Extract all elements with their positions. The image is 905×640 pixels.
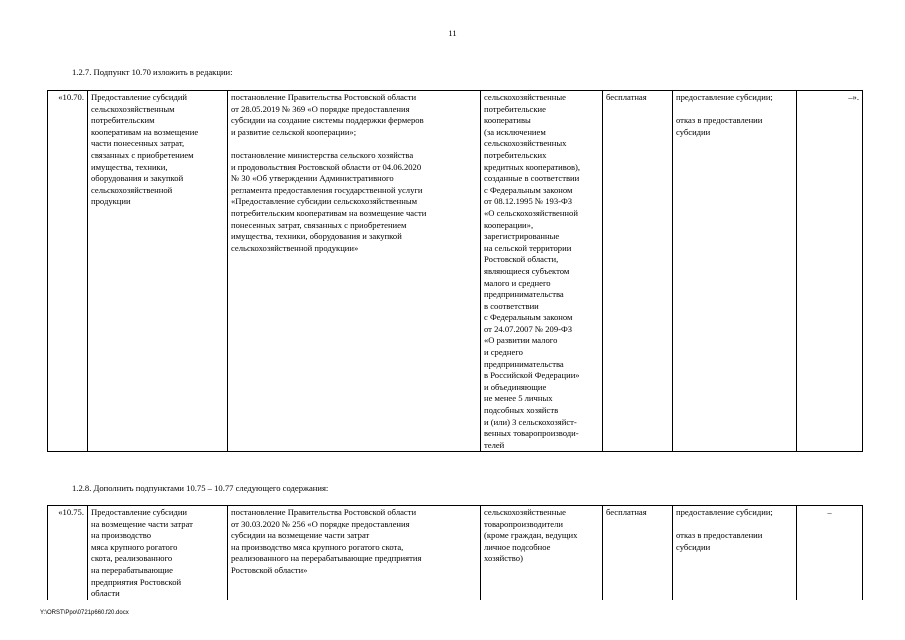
cell-legal-basis: постановление Правительства Ростовской области от 30.03.2020 № 256 «О порядке предоставления субсидии на возмещение части затрат на производство мяса крупного рогатого скота, реализованного на перерабатывающие предприятия Ростовской области» [228, 506, 481, 600]
paragraph-1-2-8: 1.2.8. Дополнить подпунктами 10.75 – 10.77 следующего содержания: [72, 483, 329, 493]
cell-last: – [797, 506, 863, 600]
table-item-10-75 [47, 505, 863, 600]
cell-service-name: Предоставление субсидии на возмещение части затрат на производство мяса крупного рогатого скота, реализованного на перерабатывающие предприятия Ростовской области [88, 506, 228, 600]
cell-result: предоставление субсидии; отказ в предоставлении субсидии [673, 506, 797, 600]
footer-file-path: Y:\ORST\Ppo\0721p660.f20.docx [40, 610, 129, 616]
cell-recipients: сельскохозяйственные товаропроизводители (кроме граждан, ведущих личное подсобное хозяйство) [481, 506, 603, 600]
cell-recipients: сельскохозяйственные потребительские кооперативы (за исключением сельскохозяйственных потребительских кредитных кооперативов), созданные в соответствии с Федеральным законом от 08.12.1995 № 193-ФЗ «О сельскохозяйственной кооперации», зарегистрированные на сельской территории Ростовской области, являющиеся субъектом малого и среднего предпринимательства в соответствии с Федеральным законом от 24.07.2007 № 209-ФЗ «О развитии малого и среднего предпринимательства в Российской Федерации» и объединяющие не менее 5 личных подсобных хозяйств и (или) 3 сельскохозяйст- венных товаропроизводи- телей [481, 91, 603, 452]
page-number: 11 [448, 28, 457, 38]
cell-number: «10.75. [48, 506, 88, 600]
cell-number: «10.70. [48, 91, 88, 452]
table-item-10-70 [47, 90, 863, 452]
cell-service-name: Предоставление субсидий сельскохозяйственным потребительским кооперативам на возмещение части понесенных затрат, связанных с приобретением имущества, техники, оборудования и закупкой сельскохозяйственной продукции [88, 91, 228, 452]
cell-fee: бесплатная [603, 91, 673, 452]
cell-result: предоставление субсидии; отказ в предоставлении субсидии [673, 91, 797, 452]
cell-fee: бесплатная [603, 506, 673, 600]
paragraph-1-2-7: 1.2.7. Подпункт 10.70 изложить в редакции: [72, 67, 233, 77]
table-row [48, 506, 863, 600]
table-row [48, 91, 863, 452]
cell-last: –». [797, 91, 863, 452]
cell-legal-basis: постановление Правительства Ростовской области от 28.05.2019 № 369 «О порядке предоставления субсидии на создание системы поддержки фермеров и развитие сельской кооперации»; постановление министерства сельского хозяйства и продовольствия Ростовской области от 04.06.2020 № 30 «Об утверждении Административного регламента предоставления государственной услуги «Предоставление субсидии сельскохозяйственным потребительским кооперативам на возмещение части понесенных затрат, связанных с приобретением имущества, техники, оборудования и закупкой сельскохозяйственной продукции» [228, 91, 481, 452]
